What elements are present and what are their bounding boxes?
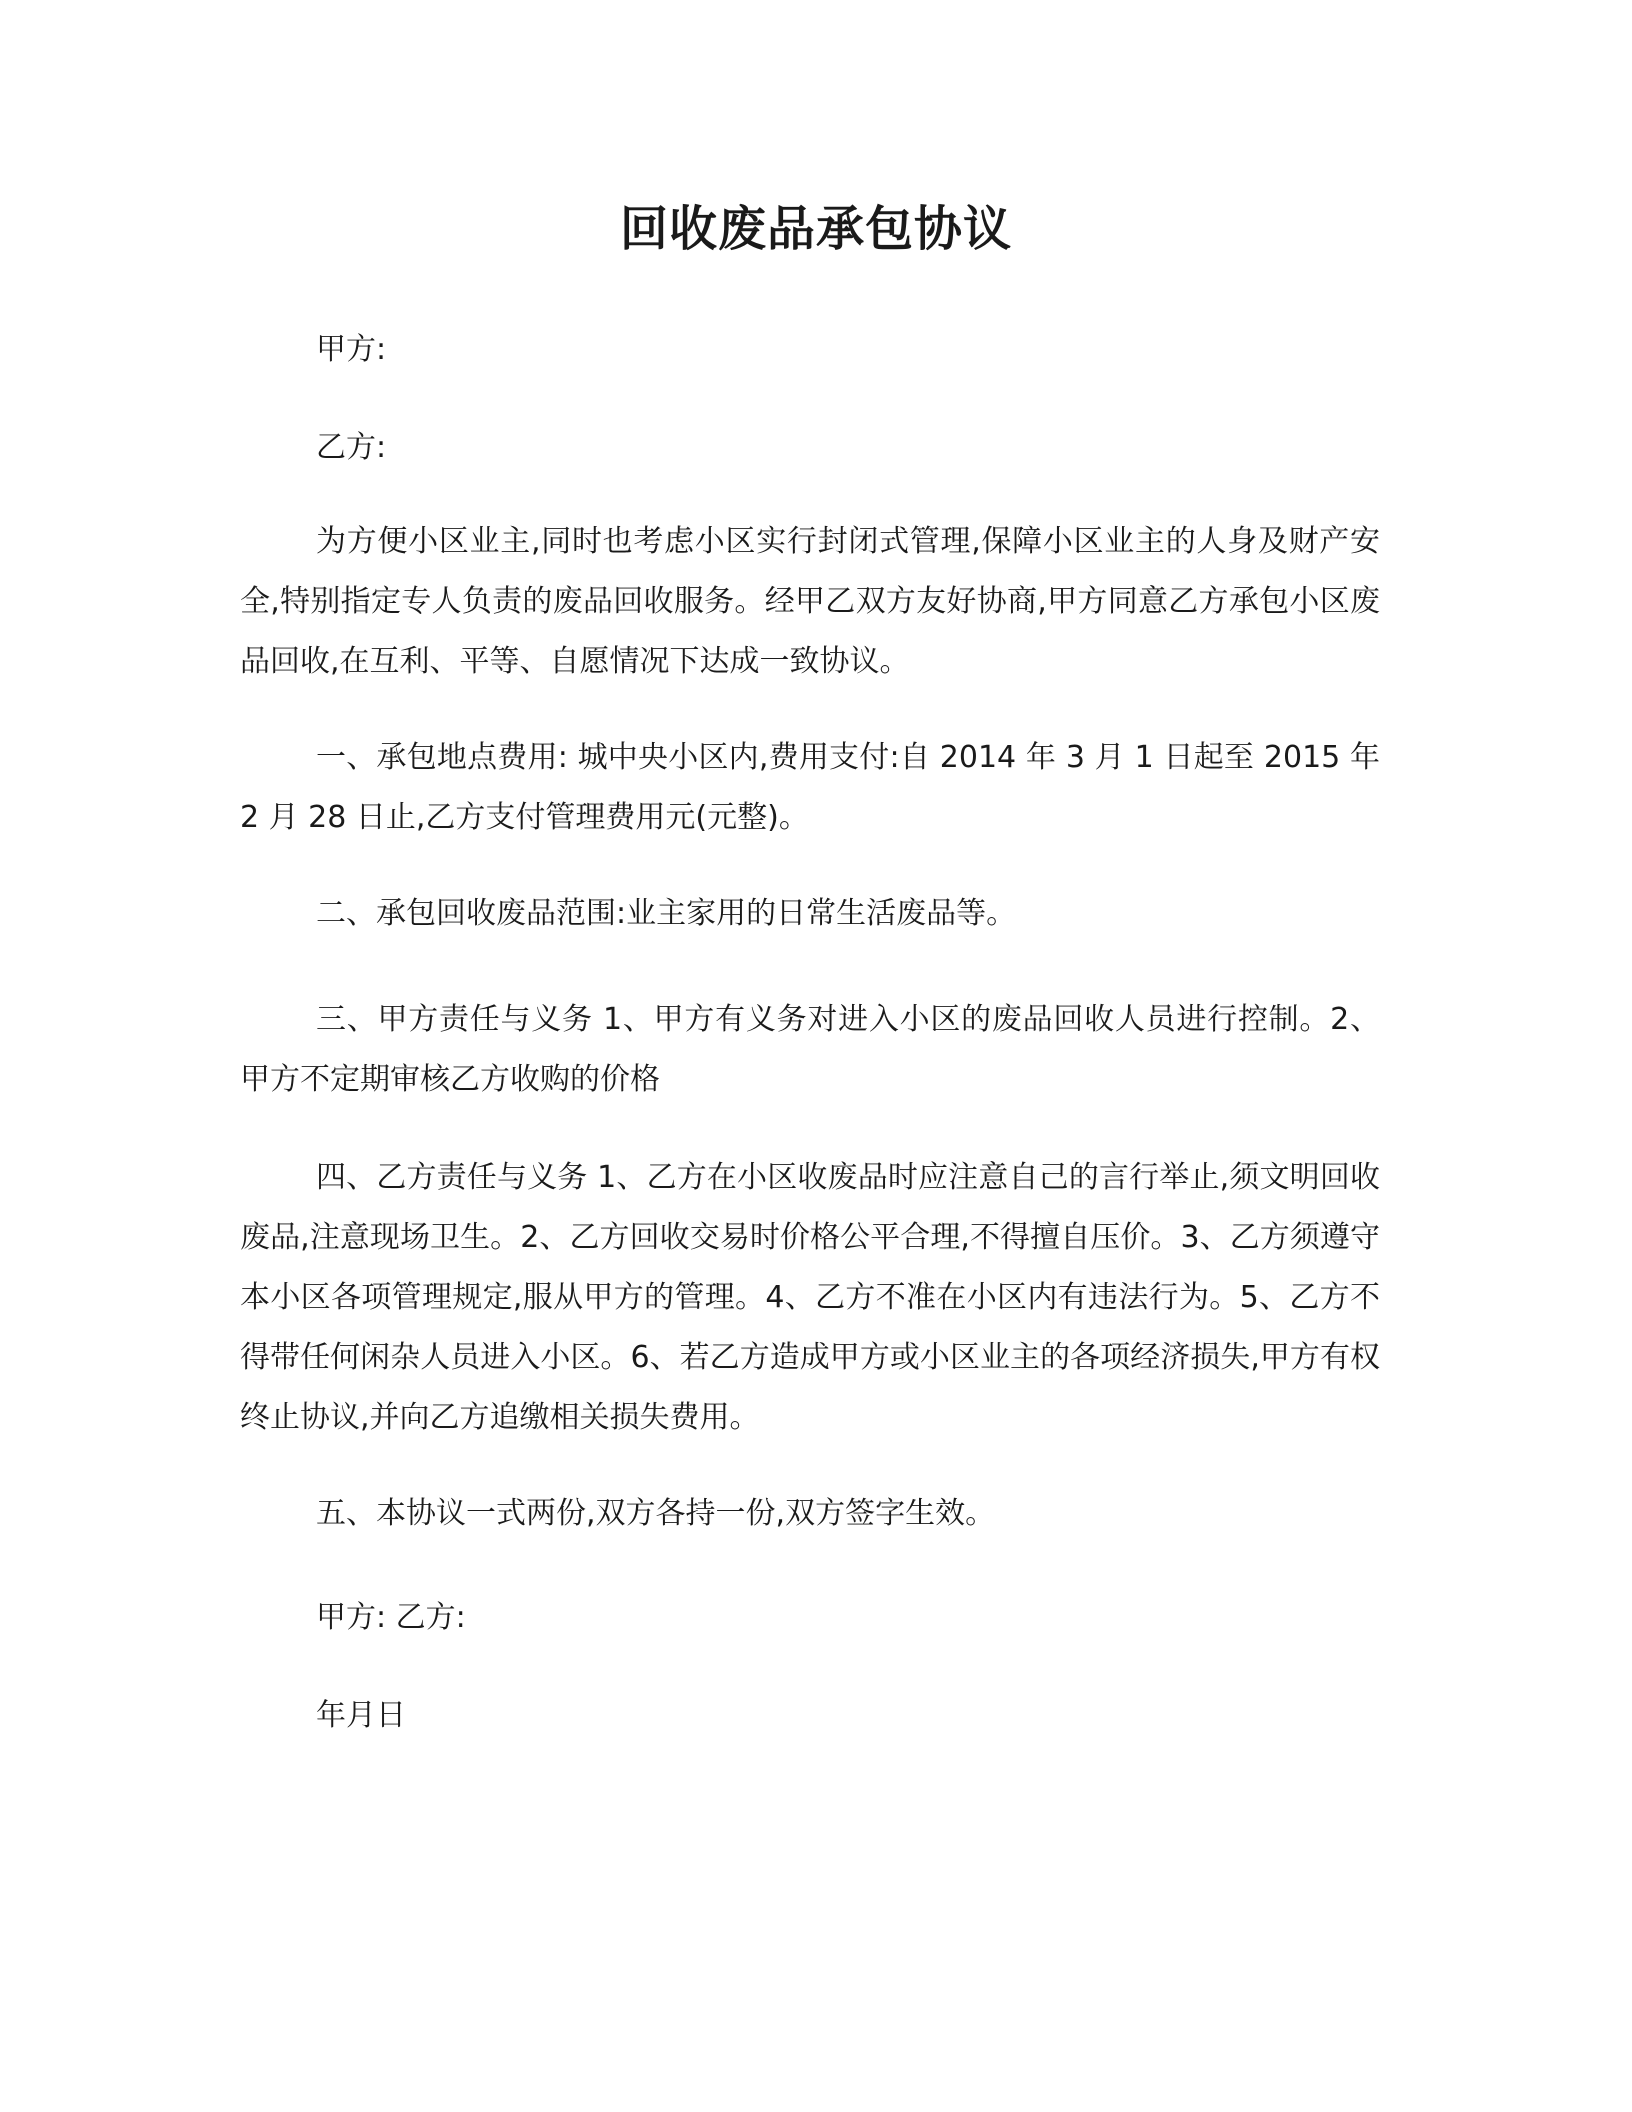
signature-line: 甲方: 乙方: bbox=[316, 1600, 466, 1635]
intro-paragraph: 为方便小区业主,同时也考虑小区实行封闭式管理,保障小区业主的人身及财产安全,特别指定专人负责的废品回收服务。经甲乙双方友好协商,甲方同意乙方承包小区废品回收,在互利、平等、自愿情况下达成一致协议。 bbox=[240, 524, 1380, 679]
date-line: 年月日 bbox=[316, 1698, 406, 1733]
party-b-label: 乙方: bbox=[316, 430, 387, 465]
document-title: 回收废品承包协议 bbox=[619, 201, 1012, 257]
clause-1-paragraph: 一、承包地点费用: 城中央小区内,费用支付:自 2014 年 3 月 1 日起至 2015 年 2 月 28 日止,乙方支付管理费用元(元整)。 bbox=[240, 740, 1380, 835]
clause-2-paragraph: 二、承包回收废品范围:业主家用的日常生活废品等。 bbox=[316, 896, 1017, 931]
clause-5-paragraph: 五、本协议一式两份,双方各持一份,双方签字生效。 bbox=[316, 1496, 996, 1531]
clause-3-paragraph: 三、甲方责任与义务 1、甲方有义务对进入小区的废品回收人员进行控制。2、甲方不定期审核乙方收购的价格 bbox=[240, 1002, 1380, 1097]
party-a-label: 甲方: bbox=[316, 332, 387, 367]
clause-4-paragraph: 四、乙方责任与义务 1、乙方在小区收废品时应注意自己的言行举止,须文明回收废品,注意现场卫生。2、乙方回收交易时价格公平合理,不得擅自压价。3、乙方须遵守本小区各项管理规定,服从甲方的管理。4、乙方不准在小区内有违法行为。5、乙方不得带任何闲杂人员进入小区。6、若乙方造成甲方或小区业主的各项经济损失,甲方有权终止协议,并向乙方追缴相关损失费用。 bbox=[240, 1160, 1380, 1435]
